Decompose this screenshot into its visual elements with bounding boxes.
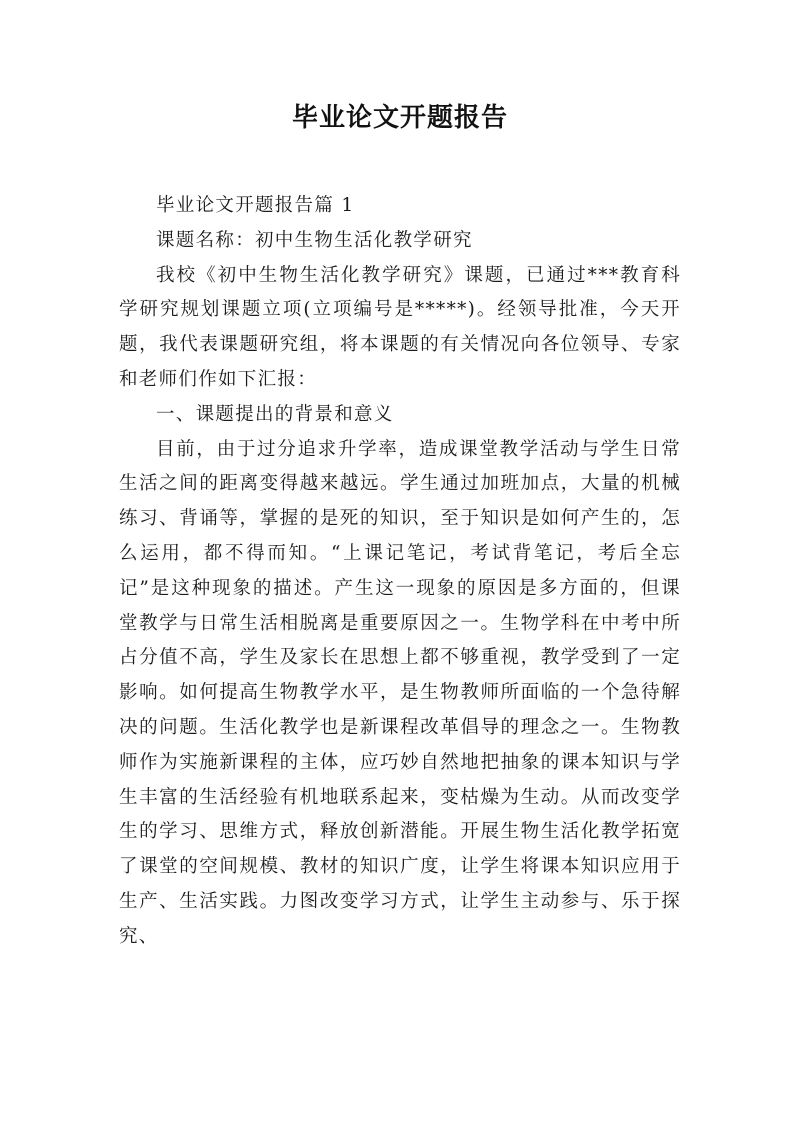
document-body xyxy=(119,189,681,955)
subheading-background: 一、课题提出的背景和意义 xyxy=(156,403,394,425)
document-title: 毕业论文开题报告 xyxy=(291,103,508,133)
intro-paragraph: 我校《初中生物生活化教学研究》课题，已通过***教育科学研究规划课题立项(立项编号是*****)。经领导批准，今天开题，我代表课题研究组，将本课题的有关情况向各位领导、专家和老师们作如下汇报： xyxy=(119,264,681,390)
section-heading: 毕业论文开题报告篇 1 xyxy=(156,195,355,216)
background-paragraph: 目前，由于过分追求升学率，造成课堂教学活动与学生日常生活之间的距离变得越来越远。学生通过加班加点，大量的机械练习、背诵等，掌握的是死的知识，至于知识是如何产生的，怎么运用，都不得而知。“上课记笔记，考试背笔记，考后全忘记”是这种现象的描述。产生这一现象的原因是多方面的，但课堂教学与日常生活相脱离是重要原因之一。生物学科在中考中所占分值不高，学生及家长在思想上都不够重视，教学受到了一定影响。如何提高生物教学水平，是生物教师所面临的一个急待解决的问题。生活化教学也是新课程改革倡导的理念之一。生物教师作为实施新课程的主体，应巧妙自然地把抽象的课本知识与学生丰富的生活经验有机地联系起来，变枯燥为生动。从而改变学生的学习、思维方式，释放创新潜能。开展生物生活化教学拓宽了课堂的空间规模、教材的知识广度，让学生将课本知识应用于生产、生活实践。力图改变学习方式，让学生主动参与、乐于探究、 xyxy=(119,438,681,947)
topic-line: 课题名称：初中生物生活化教学研究 xyxy=(156,229,473,251)
